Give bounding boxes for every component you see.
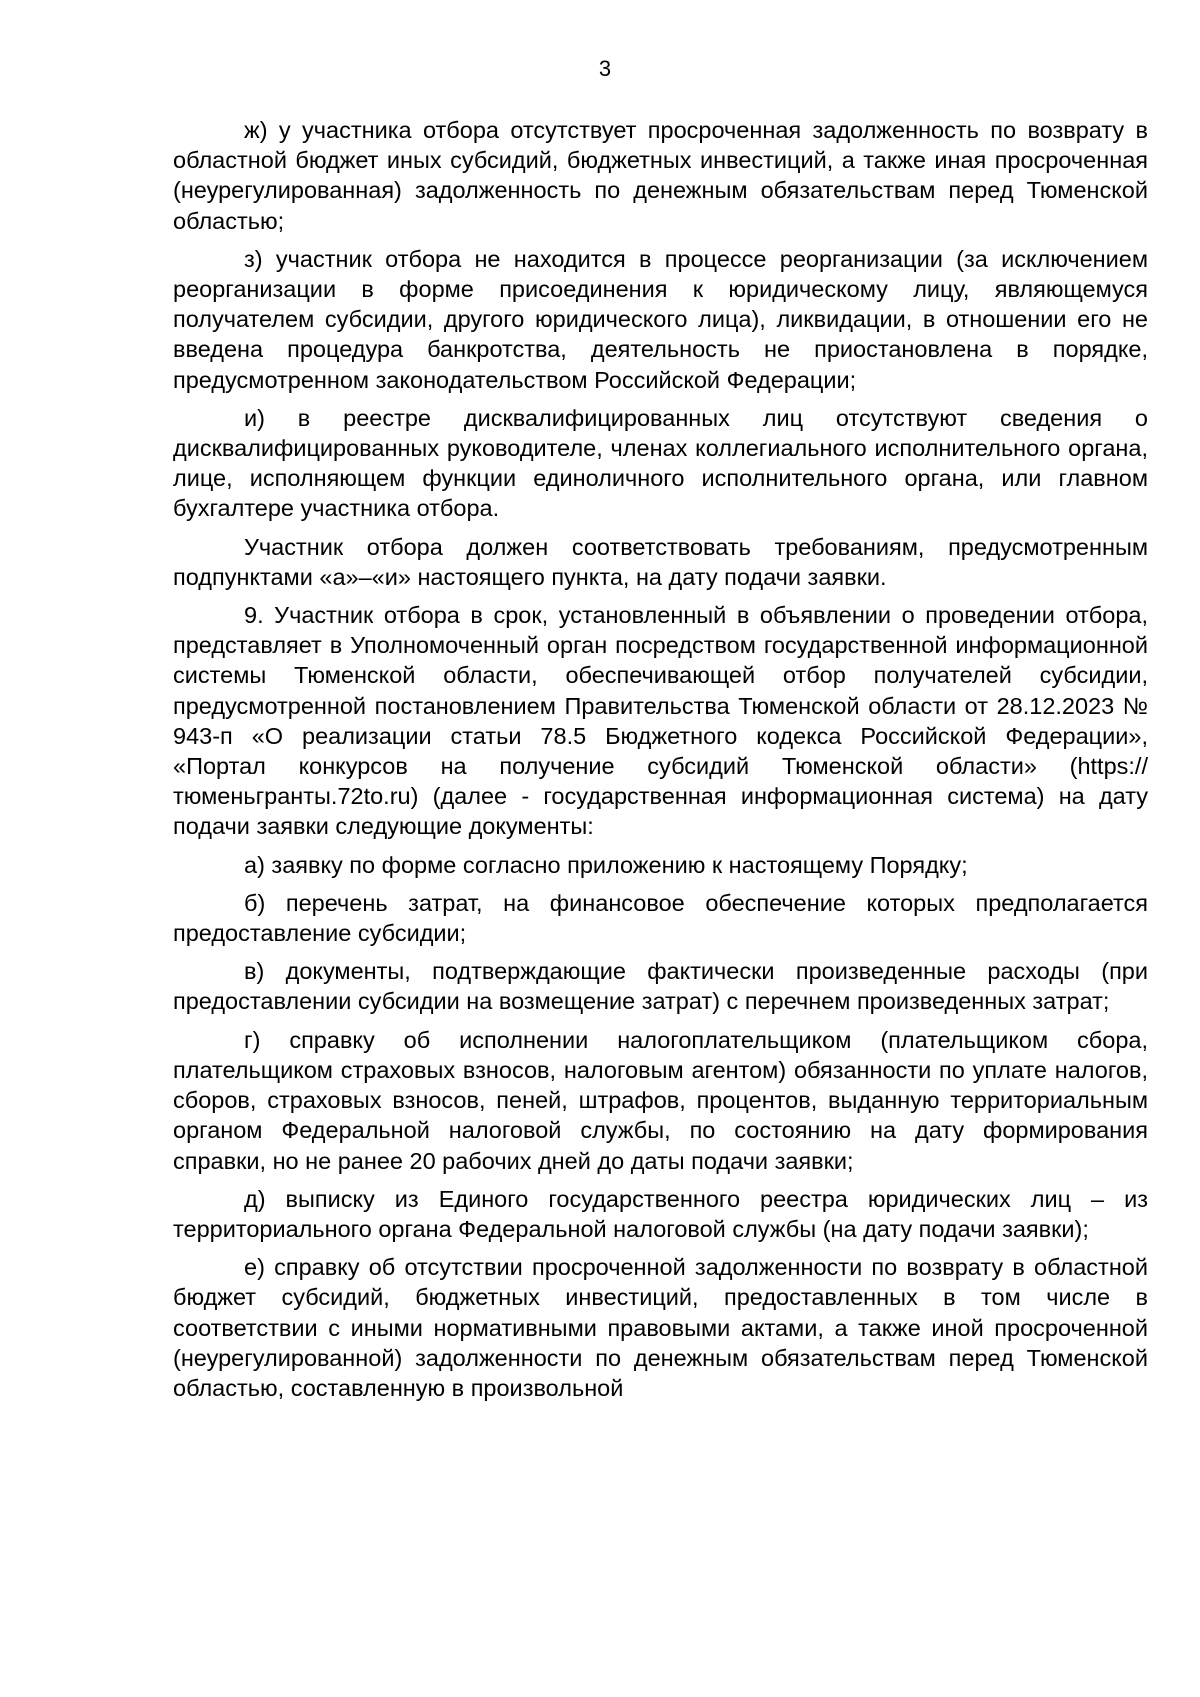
page-number: 3	[598, 56, 612, 81]
paragraph-requirements-note: Участник отбора должен соответствовать требованиям, предусмотренным подпунктами «а»–«и» настоящего пункта, на дату подачи заявки.	[173, 533, 1148, 590]
paragraph-doc-g: г) справку об исполнении налогоплательщиком (плательщиком сбора, плательщиком страховых взносов, налоговым агентом) обязанности по уплате налогов, сборов, страховых взносов, пеней, штрафов, процентов, выданную территориальным органом Федеральной налоговой службы, по состоянию на дату формирования справки, но не ранее 20 рабочих дней до даты подачи заявки;	[173, 1026, 1148, 1174]
paragraph-doc-a: а) заявку по форме согласно приложению к настоящему Порядку;	[244, 851, 968, 878]
paragraph-z: з) участник отбора не находится в процессе реорганизации (за исключением реорганизации в форме присоединения к юридическому лицу, являющемуся получателем субсидии, другого юридического лица), ликвидации, в отношении его не введена процедура банкротства, деятельность не приостановлена в порядке, предусмотренном законодательством Российской Федерации;	[173, 245, 1148, 393]
paragraph-doc-d: д) выписку из Единого государственного реестра юридических лиц – из территориального органа Федеральной налоговой службы (на дату подачи заявки);	[173, 1185, 1148, 1242]
paragraph-item-9: 9. Участник отбора в срок, установленный в объявлении о проведении отбора, представляет в Уполномоченный орган посредством государственной информационной системы Тюменской области, обеспечивающей отбор получателей субсидии, предусмотренной постановлением Правительства Тюменской области от 28.12.2023 № 943-п «О реализации статьи 78.5 Бюджетного кодекса Российской Федерации», «Портал конкурсов на получение субсидий Тюменской области» (https://тюменьгранты.72to.ru) (далее - государственная информационная система) на дату подачи заявки следующие документы:	[173, 602, 1148, 840]
paragraph-doc-e: е) справку об отсутствии просроченной задолженности по возврату в областной бюджет субсидий, бюджетных инвестиций, предоставленных в том числе в соответствии с иными нормативными правовыми актами, а также иной просроченной (неурегулированной) задолженности по денежным обязательствам перед Тюменской областью, составленную в произвольной	[173, 1254, 1148, 1401]
paragraph-doc-b: б) перечень затрат, на финансовое обеспечение которых предполагается предоставление субсидии;	[173, 889, 1148, 947]
paragraph-zh: ж) у участника отбора отсутствует просроченная задолженность по возврату в областной бюджет иных субсидий, бюджетных инвестиций, а также иная просроченная (неурегулированная) задолженность по денежным обязательствам перед Тюменской областью;	[173, 117, 1148, 234]
paragraph-doc-v: в) документы, подтверждающие фактически произведенные расходы (при предоставлении субсидии на возмещение затрат) с перечнем произведенных затрат;	[173, 958, 1148, 1015]
paragraph-i: и) в реестре дисквалифицированных лиц отсутствуют сведения о дисквалифицированных руководителе, членах коллегиального исполнительного органа, лице, исполняющем функции единоличного исполнительного органа, или главном бухгалтере участника отбора.	[173, 404, 1148, 522]
document-body	[173, 115, 1148, 1403]
